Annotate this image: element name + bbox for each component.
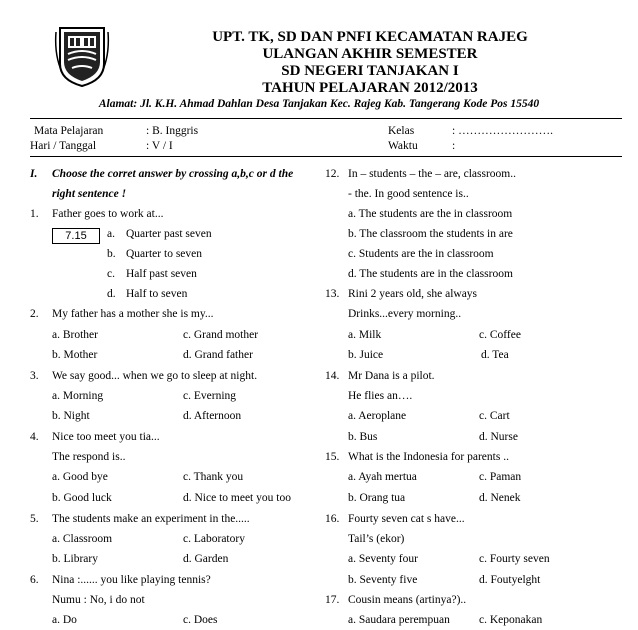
option-c[interactable]: c. Grand mother [183,329,259,341]
school-emblem-logo [54,18,110,88]
question-subtext: - the. In good sentence is.. [348,188,469,200]
question-text: In – students – the – are, classroom.. [348,168,516,180]
option-b[interactable]: b. The classroom the students in are [348,228,513,240]
question-number: 14. [325,370,340,382]
option-b[interactable]: b. Mother [52,349,98,361]
option-c[interactable]: c. Everning [183,390,237,402]
header-line-1: UPT. TK, SD DAN PNFI KECAMATAN RAJEG [212,29,528,45]
question-number: 17. [325,594,340,606]
instructions-line-2: right sentence ! [52,188,127,200]
class-value: : ……………………. [452,125,553,137]
question-text: My father has a mother she is my... [52,308,214,320]
meta-divider [30,156,622,157]
option-a[interactable]: a. Seventy four [348,553,418,565]
question-number: 2. [30,308,39,320]
option-letter[interactable]: d. [107,288,116,300]
time-label: Waktu [388,140,418,152]
question-text: Nina :...... you like playing tennis? [52,574,211,586]
day-value: : V / I [146,140,173,152]
option-a[interactable]: a. Aeroplane [348,410,407,422]
question-subtext: The respond is.. [52,451,126,463]
option-b[interactable]: b. Seventy five [348,574,418,586]
school-address: Alamat: Jl. K.H. Ahmad Dahlan Desa Tanjakan Kec. Rajeg Kab. Tangerang Kode Pos 15540 [98,98,540,110]
option-b[interactable]: b. Bus [348,431,378,443]
option-c[interactable]: c. Cart [479,410,510,422]
option-text[interactable]: Quarter to seven [126,248,202,260]
instructions-line-1: Choose the corret answer by crossing a,b,c or d the [52,168,294,180]
option-c[interactable]: c. Coffee [479,329,521,341]
option-a[interactable]: a. Good bye [52,471,108,483]
question-number: 12. [325,168,340,180]
option-b[interactable]: b. Night [52,410,90,422]
option-b[interactable]: b. Juice [348,349,384,361]
time-value: : [452,140,456,152]
question-text: What is the Indonesia for parents .. [348,451,509,463]
subject-value: : B. Inggris [146,125,199,137]
option-d[interactable]: d. Afternoon [183,410,242,422]
question-text: Cousin means (artinya?).. [348,594,467,606]
option-text[interactable]: Quarter past seven [126,228,212,240]
option-a[interactable]: a. The students are the in classroom [348,208,513,220]
option-text[interactable]: Half past seven [126,268,197,280]
question-number: 3. [30,370,39,382]
question-number: 6. [30,574,39,586]
instructions-number: I. [30,168,38,180]
question-text: We say good... when we go to sleep at night. [52,370,258,382]
option-letter[interactable]: c. [107,268,115,280]
header-line-3: SD NEGERI TANJAKAN I [281,63,459,79]
class-label: Kelas [388,125,415,137]
option-d[interactable]: d. Grand father [183,349,253,361]
clock-time-box: 7.15 [52,228,100,244]
option-d[interactable]: d. Nice to meet you too [183,492,291,504]
question-number: 5. [30,513,39,525]
subject-label: Mata Pelajaran [34,125,104,137]
option-a[interactable]: a. Saudara perempuan [348,614,450,626]
option-d[interactable]: d. Nenek [479,492,521,504]
question-subtext: Tail’s (ekor) [348,533,405,545]
option-d[interactable]: d. Foutyelght [479,574,541,586]
option-b[interactable]: b. Good luck [52,492,112,504]
question-number: 15. [325,451,340,463]
option-letter[interactable]: a. [107,228,115,240]
option-a[interactable]: a. Morning [52,390,104,402]
option-d[interactable]: d. Nurse [479,431,518,443]
option-a[interactable]: a. Brother [52,329,98,341]
option-d[interactable]: d. Garden [183,553,229,565]
question-subtext: Numu : No, i do not [52,594,145,606]
option-c[interactable]: c. Students are the in classroom [348,248,494,260]
option-c[interactable]: c. Laboratory [183,533,245,545]
option-a[interactable]: a. Ayah mertua [348,471,417,483]
day-label: Hari / Tanggal [30,140,97,152]
option-text[interactable]: Half to seven [126,288,188,300]
question-text: Father goes to work at... [52,208,164,220]
option-a[interactable]: a. Classroom [52,533,113,545]
question-text: Rini 2 years old, she always [348,288,478,300]
question-number: 16. [325,513,340,525]
option-d[interactable]: d. The students are in the classroom [348,268,513,280]
option-c[interactable]: c. Does [183,614,218,626]
option-c[interactable]: c. Fourty seven [479,553,550,565]
question-text: Mr Dana is a pilot. [348,370,435,382]
option-a[interactable]: a. Do [52,614,77,626]
question-subtext: He flies an…. [348,390,413,402]
question-subtext: Drinks...every morning.. [348,308,462,320]
option-b[interactable]: b. Orang tua [348,492,406,504]
question-number: 13. [325,288,340,300]
question-text: Fourty seven cat s have... [348,513,465,525]
option-c[interactable]: c. Keponakan [479,614,543,626]
option-a[interactable]: a. Milk [348,329,382,341]
question-number: 1. [30,208,39,220]
option-c[interactable]: c. Paman [479,471,522,483]
question-number: 4. [30,431,39,443]
option-c[interactable]: c. Thank you [183,471,244,483]
option-d[interactable]: d. Tea [481,349,509,361]
question-text: Nice too meet you tia... [52,431,160,443]
option-b[interactable]: b. Library [52,553,98,565]
header-line-4: TAHUN PELAJARAN 2012/2013 [262,80,478,96]
header-line-2: ULANGAN AKHIR SEMESTER [262,46,478,62]
question-text: The students make an experiment in the..... [52,513,250,525]
option-letter[interactable]: b. [107,248,116,260]
header-divider [30,118,622,119]
